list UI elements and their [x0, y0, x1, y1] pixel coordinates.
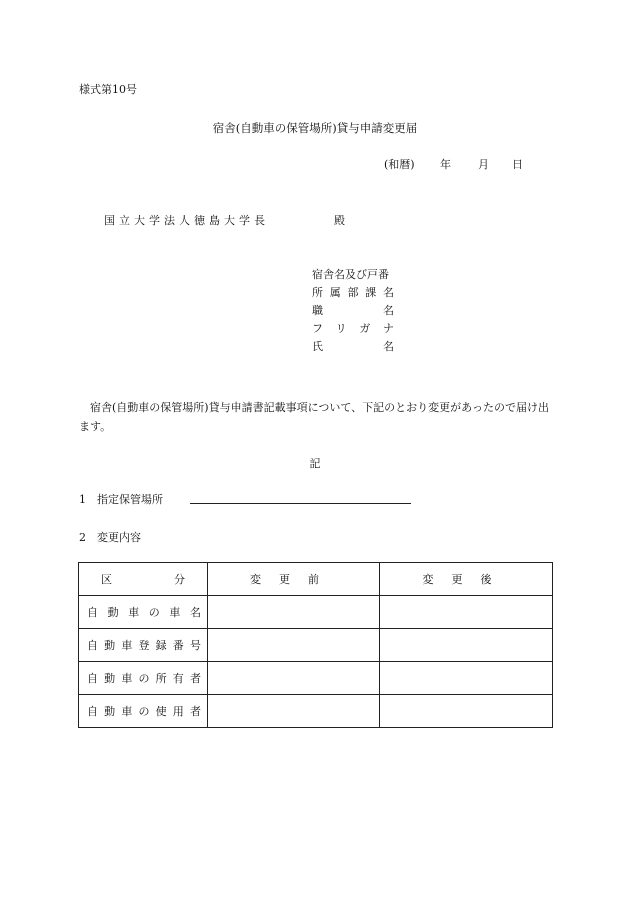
label-char: 号 — [189, 639, 201, 652]
ki-heading: 記 — [309, 457, 321, 470]
label-char: 所 — [155, 672, 167, 685]
label-char: 番 — [172, 639, 184, 652]
label-char: 動 — [107, 606, 119, 619]
label-char: の — [138, 672, 150, 685]
label-char: の — [138, 705, 150, 718]
table-row — [79, 596, 553, 629]
applicant-field-label: フ リ ガ ナ — [312, 322, 394, 335]
label-char: 録 — [155, 639, 167, 652]
label-char: 者 — [189, 672, 201, 685]
applicant-field-label: 宿舎名及び戸番 — [312, 268, 389, 281]
label-char: 自 — [87, 606, 98, 619]
label-char: 車 — [121, 672, 133, 685]
cell-after[interactable] — [380, 596, 553, 629]
label-char: 自 — [87, 705, 98, 718]
cell-before[interactable] — [208, 629, 380, 662]
table-row — [79, 629, 553, 662]
form-number: 様式第10号 — [79, 83, 137, 96]
date-era: (和暦) — [384, 158, 415, 171]
cell-before[interactable] — [208, 695, 380, 728]
label-char: 車 — [169, 606, 181, 619]
applicant-field-label: 所 属 部 課 名 — [312, 286, 394, 299]
cell-before[interactable] — [208, 596, 380, 629]
label-char: 者 — [189, 705, 201, 718]
row-label — [79, 662, 208, 695]
label-char: の — [148, 606, 160, 619]
table-row — [79, 695, 553, 728]
document-title: 宿舎(自動車の保管場所)貸与申請変更届 — [212, 121, 418, 135]
label-char: 動 — [104, 639, 116, 652]
label-char: 使 — [155, 705, 167, 718]
label-char: 登 — [138, 639, 150, 652]
label-char: 車 — [121, 639, 133, 652]
row-label — [79, 629, 208, 662]
cell-after[interactable] — [380, 629, 553, 662]
changes-table — [78, 562, 553, 728]
cell-after[interactable] — [380, 662, 553, 695]
row-label — [79, 695, 208, 728]
date-month: 月 — [478, 158, 489, 171]
cell-before[interactable] — [208, 662, 380, 695]
applicant-field-label: 氏 名 — [312, 340, 394, 353]
header-category-char2: 分 — [174, 573, 185, 586]
header-category-char1: 区 — [101, 573, 112, 586]
header-before: 変更前 — [208, 563, 380, 596]
row-label — [79, 596, 208, 629]
addressee: 国立大学法人徳島大学長 — [104, 214, 269, 227]
cell-after[interactable] — [380, 695, 553, 728]
label-char: 動 — [104, 705, 116, 718]
designated-location-line — [190, 503, 411, 504]
table-header-row — [79, 563, 553, 596]
honorific: 殿 — [334, 214, 345, 227]
label-char: 車 — [128, 606, 140, 619]
label-char: 車 — [121, 705, 133, 718]
header-category — [79, 563, 208, 596]
label-char: 有 — [172, 672, 184, 685]
item-change-content: 2 変更内容 — [79, 531, 141, 544]
applicant-field-label: 職 名 — [312, 304, 394, 317]
label-char: 自 — [87, 639, 98, 652]
label-char: 動 — [104, 672, 116, 685]
table-row — [79, 662, 553, 695]
label-char: 自 — [87, 672, 98, 685]
body-text: 宿舎(自動車の保管場所)貸与申請書記載事項について、下記のとおり変更があったので届け出ます。 — [79, 401, 550, 433]
label-char: 名 — [189, 606, 201, 619]
item-designated-location: 1 指定保管場所 — [79, 493, 163, 506]
date-year: 年 — [440, 158, 451, 171]
date-day: 日 — [512, 158, 523, 171]
header-after: 変更後 — [380, 563, 553, 596]
label-char: 用 — [172, 705, 184, 718]
